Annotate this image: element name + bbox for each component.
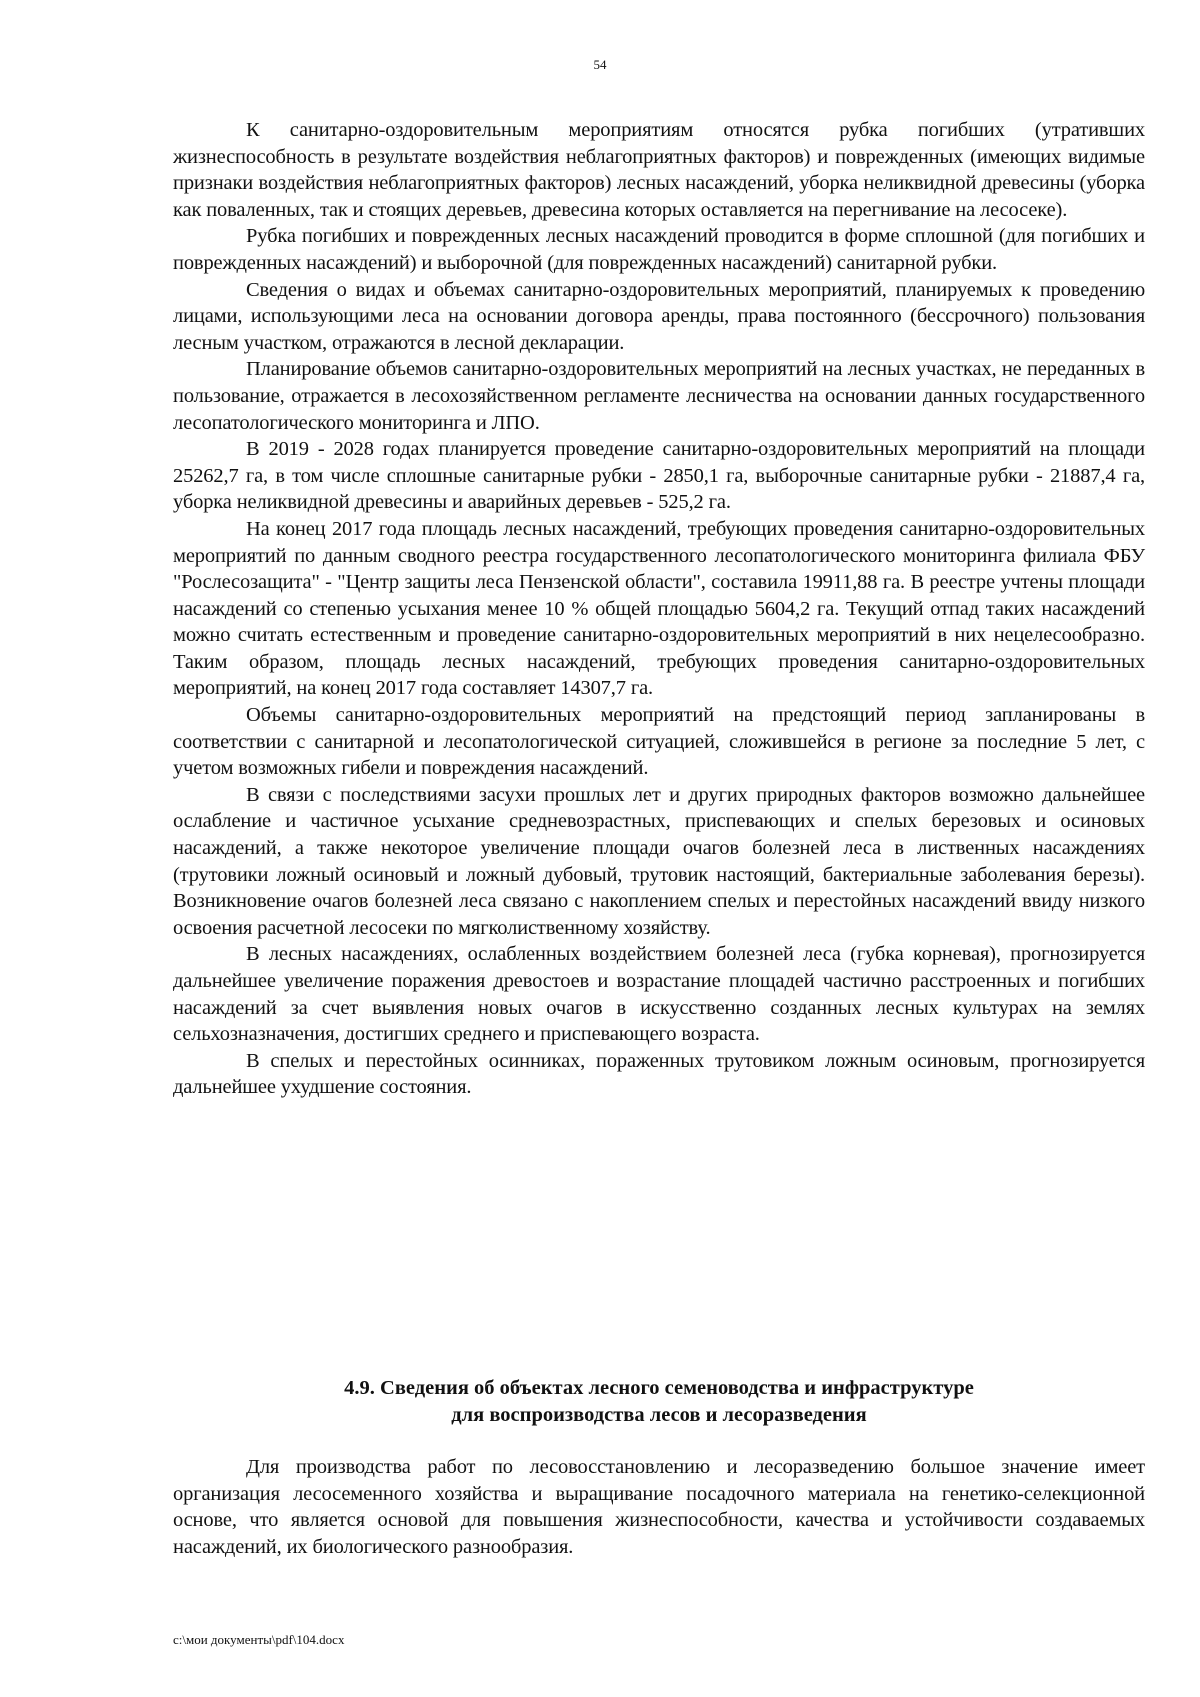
section-4-9 [173,1375,1145,1561]
paragraph: Объемы санитарно-оздоровительных мероприятий на предстоящий период запланированы в соответствии с санитарной и лесопатологической ситуацией, сложившейся в регионе за последние 5 лет, с учетом возможных гибели и повреждения насаждений. [173,704,1145,780]
section-heading-line: 4.9. Сведения об объектах лесного семеноводства и инфраструктуре [344,1377,974,1399]
paragraph: В спелых и перестойных осинниках, пораженных трутовиком ложным осиновым, прогнозируется дальнейшее ухудшение состояния. [173,1049,1145,1099]
paragraph: В связи с последствиями засухи прошлых лет и других природных факторов возможно дальнейшее ослабление и частичное усыхание средневозрастных, приспевающих и спелых березовых и осиновых насаждений, а также некоторое увеличение площади очагов болезней леса в лиственных насаждениях (трутовики ложный осиновый и ложный дубовый, трутовик настоящий, бактериальные заболевания березы). Возникновение очагов болезней леса связано с накоплением спелых и перестойных насаждений ввиду низкого освоения расчетной лесосеки по мягколиственному хозяйству. [173,783,1145,939]
paragraph: На конец 2017 года площадь лесных насаждений, требующих проведения санитарно-оздоровительных мероприятий по данным сводного реестра государственного лесопатологического мониторинга филиала ФБУ "Рослесозащита" - "Центр защиты леса Пензенской области", составила 19911,88 га. В реестре учтены площади насаждений со степенью усыхания менее 10 % общей площадью 5604,2 га. Текущий отпад таких насаждений можно считать естественным и проведение санитарно-оздоровительных мероприятий в них нецелесообразно. Таким образом, площадь лесных насаждений, требующих проведения санитарно-оздоровительных мероприятий, на конец 2017 года составляет 14307,7 га. [173,517,1145,700]
page-number: 54 [593,57,607,72]
paragraph: Рубка погибших и поврежденных лесных насаждений проводится в форме сплошной (для погибших и поврежденных насаждений) и выборочной (для поврежденных насаждений) санитарной рубки. [173,225,1145,274]
document-body [173,117,1145,1101]
paragraph: В 2019 - 2028 годах планируется проведение санитарно-оздоровительных мероприятий на площади 25262,7 га, в том числе сплошные санитарные рубки - 2850,1 га, выборочные санитарные рубки - 21887,4 га, уборка неликвидной древесины и аварийных деревьев - 525,2 га. [173,438,1145,514]
section-heading-line: для воспроизводства лесов и лесоразведения [451,1403,867,1426]
footer-file-path: c:\мои документы\pdf\104.docx [173,1632,345,1647]
paragraph: В лесных насаждениях, ослабленных воздействием болезней леса (губка корневая), прогнозируется дальнейшее увеличение поражения древостоев и возрастание площадей частично расстроенных и погибших насаждений за счет выявления новых очагов в искусственно созданных лесных культурах на землях сельхозназначения, достигших среднего и приспевающего возраста. [173,943,1145,1046]
section-heading [173,1375,1145,1428]
paragraph: К санитарно-оздоровительным мероприятиям относятся рубка погибших (утративших жизнеспособность в результате воздействия неблагоприятных факторов) и поврежденных (имеющих видимые признаки воздействия неблагоприятных факторов) лесных насаждений, уборка неликвидной древесины (уборка как поваленных, так и стоящих деревьев, древесина которых оставляется на перегнивание на лесосеке). [173,119,1145,221]
paragraph: Сведения о видах и объемах санитарно-оздоровительных мероприятий, планируемых к проведению лицами, использующими леса на основании договора аренды, права постоянного (бессрочного) пользования лесным участком, отражаются в лесной декларации. [173,278,1145,354]
paragraph: Планирование объемов санитарно-оздоровительных мероприятий на лесных участках, не переданных в пользование, отражается в лесохозяйственном регламенте лесничества на основании данных государственного лесопатологического мониторинга и ЛПО. [173,358,1145,434]
section-paragraph: Для производства работ по лесовосстановлению и лесоразведению большое значение имеет организация лесосеменного хозяйства и выращивание посадочного материала на генетико-селекционной основе, что является основой для повышения жизнеспособности, качества и устойчивости создаваемых насаждений, их биологического разнообразия. [173,1456,1145,1558]
